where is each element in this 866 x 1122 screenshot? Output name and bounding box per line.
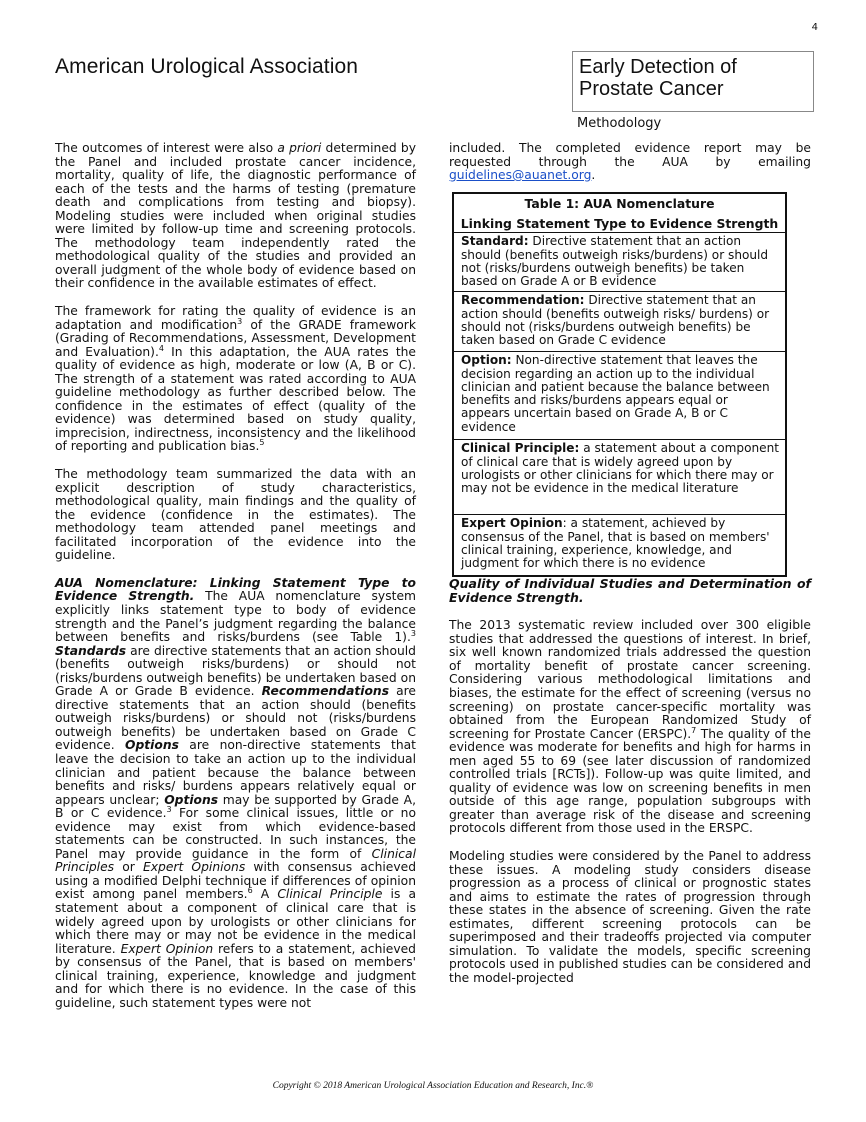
table-row-standard: Standard: Directive statement that an action should (benefits outweigh risks/burdens) or should not (risks/burdens outweigh benefits) be taken based on Grade A or B evidence <box>454 233 785 292</box>
organization-name: American Urological Association <box>55 55 359 78</box>
paragraph-evidence-report: included. The completed evidence report may be requested through the AUA by emailing guidelines@auanet.org. <box>449 141 811 183</box>
table-subtitle: Linking Statement Type to Evidence Strength <box>460 215 779 231</box>
paragraph-outcomes: The outcomes of interest were also a priori determined by the Panel and included prostate cancer incidence, mortality, quality of life, the diagnostic performance of each of the tests and the harms of testing (premature death and complications from testing and biopsy). Modeling studies were included when original studies were limited by follow-up time and screening protocols. The methodology team independently rated the methodological quality of the studies and provided an overall judgment of the whole body of evidence based on their confidence in the available estimates of effect. <box>55 141 417 291</box>
right-column <box>449 142 811 985</box>
page-number: 4 <box>811 22 818 33</box>
table-row-clinical-principle: Clinical Principle: a statement about a component of clinical care that is widely agreed upon by urologists or other clinicians for which there may or may not be evidence in the medical literature <box>454 440 785 515</box>
quality-subheading: Quality of Individual Studies and Determination of Evidence Strength. <box>449 576 811 606</box>
paragraph-framework: The framework for rating the quality of evidence is an adaptation and modification$^3$ of the GRADE framework (Grading of Recommendations, Assessment, Development and Evaluation).$^4$ In this adaptation, the AUA rates the quality of evidence as high, moderate or low (A, B or C). The strength of a statement was rated according to AUA guideline methodology as further described below. The confidence in the estimates of effect (quality of the evidence) was determined based on study quality, imprecision, indirectness, inconsistency and the likelihood of reporting and publication bias.$^5$ <box>55 304 417 454</box>
copyright-footer: Copyright © 2018 American Urological Association Education and Research, Inc.® <box>272 1081 594 1091</box>
paragraph-nomenclature: AUA Nomenclature: Linking Statement Type to Evidence Strength. The AUA nomenclature system explicitly links statement type to body of evidence strength and the Panel’s judgment regarding the balance between benefits and risks/burdens (see Table 1).$^3$ Standards are directive statements that an action should (benefits outweigh risks/burdens) or should not (risks/burdens outweigh benefits) be undertaken based on Grade A or Grade B evidence. Recommendations are directive statements that an action should (benefits outweigh risks/burdens) or should not (risks/burdens outweigh benefits) be undertaken based on Grade C evidence. Options are non-directive statements that leave the decision to take an action up to the individual clinician and patient because the balance between benefits and risks/ burdens appears relatively equal or appears unclear; Options may be supported by Grade A, B or C evidence.$^3$ For some clinical issues, little or no evidence may exist from which evidence-based statements can be constructed. In such instances, the Panel may provide guidance in the form of Clinical Principles or Expert Opinions with consensus achieved using a modified Delphi technique if differences of opinion exist among panel members.$^6$ A Clinical Principle is a statement about a component of clinical care that is widely agreed upon by urologists or other clinicians for which there may or may not be evidence in the medical literature. Expert Opinion refers to a statement, achieved by consensus of the Panel, that is based on members' clinical training, experience, knowledge and judgment and for which there is no evidence. In the case of this guideline, such statement types were not <box>55 575 416 1010</box>
table-row-recommendation: Recommendation: Directive statement that an action should (benefits outweigh risks/ burdens) or should not (risks/burdens outweigh benefits) be taken based on Grade C evidence <box>454 292 785 352</box>
paragraph-modeling-studies: Modeling studies were considered by the Panel to address these issues. A modeling study considers disease progression as a process of clinical or prognostic states and aims to estimate the rates of progression through these states in the absence of screening. Given the rate estimates, different screening protocols can be superimposed and their tradeoffs projected via computer simulation. To validate the models, specific screening protocols used in published studies can be considered and the model-projected <box>449 848 811 985</box>
table-header <box>454 194 785 234</box>
document-title-line2: Prostate Cancer <box>579 78 724 100</box>
section-label: Methodology <box>577 116 662 131</box>
paragraph-methodology-team: The methodology team summarized the data with an explicit description of study characteristics, methodological quality, main findings and the quality of the evidence (confidence in the estimates). The methodology team attended panel meetings and facilitated incorporation of the evidence into the guideline. <box>55 467 416 563</box>
document-title-box <box>572 51 814 112</box>
table-row-option: Option: Non-directive statement that leaves the decision regarding an action up to the individual clinician and patient because the balance between benefits and risks/burdens appears equal or appears uncertain based on Grade A, B or C evidence <box>454 352 785 440</box>
email-link[interactable]: guidelines@auanet.org <box>449 168 592 183</box>
left-column <box>55 142 416 1010</box>
table-row-expert-opinion: Expert Opinion: a statement, achieved by consensus of the Panel, that is based on members' clinical training, experience, knowledge, and judgment for which there is no evidence <box>461 516 770 571</box>
paragraph-systematic-review: The 2013 systematic review included over 300 eligible studies that addressed the questions of interest. In brief, six well known randomized trials addressed the question of mortality benefit of prostate cancer screening. Considering various methodological limitations and biases, the estimate for the effect of screening (versus no screening) on prostate cancer-specific mortality was obtained from the European Randomized Study of screening for Prostate Cancer (ERSPC).$^7$ The quality of the evidence was moderate for benefits and high for harms in men aged 55 to 69 (see later discussion of randomized controlled trials [RCTs]). Follow-up was quite limited, and quality of evidence was low on screening benefits in men outside of this age range, population subgroups with greater than average risk of the disease and screening protocols different from those used in the ERSPC. <box>449 618 811 836</box>
nomenclature-heading: AUA Nomenclature: Linking Statement Type to Evidence Strength. <box>55 575 416 604</box>
table-title: Table 1: AUA Nomenclature <box>524 195 715 211</box>
document-title-line1: Early Detection of <box>579 56 737 78</box>
nomenclature-table <box>452 192 787 578</box>
document-title <box>579 56 813 100</box>
